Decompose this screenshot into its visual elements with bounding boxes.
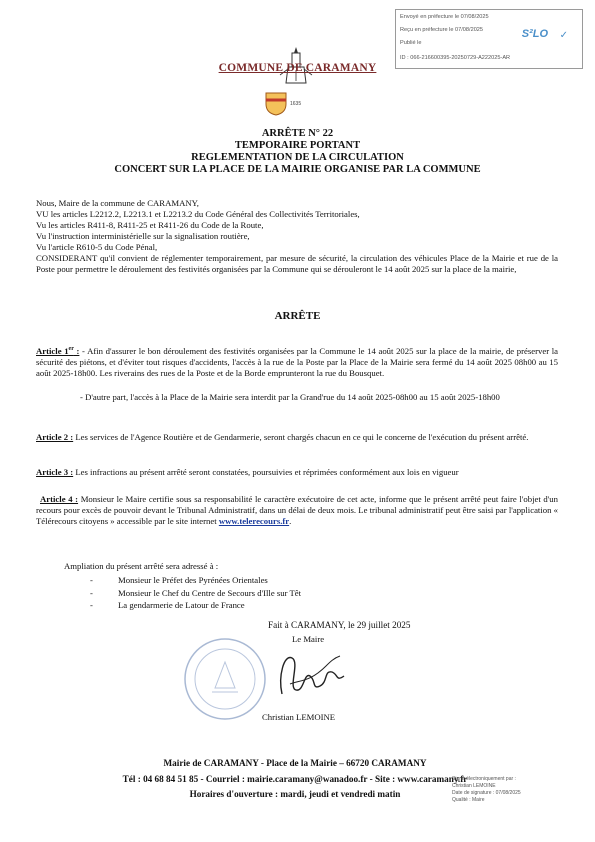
esign-signed-by: Signé électroniquement par : [452, 776, 516, 782]
telerecours-link[interactable]: www.telerecours.fr [218, 516, 290, 526]
article-4-text: Monsieur le Maire certifie sous sa responsabilité le caractère exécutoire de cet acte, informe que le présent arrêté peut faire l'objet d'un recours pour excès de pouvoir devant le Tribunal Administratif, dans un délai de deux mois. Le tribunal administratif peut être saisi par l'application « Télérecours citoyens » accessible par le site internet [36, 494, 558, 526]
article-3 [36, 467, 558, 478]
s2lo-logo: S²LO [521, 28, 548, 40]
article-4: Article 4 : Monsieur le Maire certifie sous sa responsabilité le caractère exécutoire de cet acte, informe que le présent arrêté peut faire l'objet d'un recours pour excès de pouvoir devant le Tribunal Administratif, dans un délai de deux mois. Le tribunal administratif peut être saisi par l'application « Télérecours citoyens » accessible par le site internet www.telerecours.fr. [36, 494, 558, 526]
arrete-heading: ARRÊTE [274, 310, 321, 322]
article-3-label: Article 3 : [36, 467, 74, 477]
title-line-4: CONCERT SUR LA PLACE DE LA MAIRIE ORGANISE PAR LA COMMUNE [114, 164, 481, 175]
ampliation-item-gendarmerie: La gendarmerie de Latour de France [118, 600, 245, 610]
article-1 [36, 344, 558, 379]
preamble-mayor: Nous, Maire de la commune de CARAMANY, [36, 198, 199, 208]
stamp-sent-date: Envoyé en préfecture le 07/08/2025 [400, 14, 489, 20]
municipal-seal-icon [182, 636, 268, 722]
article-2 [36, 432, 558, 443]
article-1-label: Article 1er : [36, 345, 80, 356]
title-line-3: REGLEMENTATION DE LA CIRCULATION [191, 152, 404, 163]
footer-contact: Tél : 04 68 84 51 85 - Courriel : mairie.caramany@wanadoo.fr - Site : www.caramany.fr [122, 774, 468, 784]
preamble-code-route: Vu les articles R411-8, R411-25 et R411-26 du Code de la Route, [36, 220, 264, 230]
prefecture-stamp [395, 9, 583, 69]
ampliation-intro: Ampliation du présent arrêté sera adressé à : [64, 561, 219, 571]
footer-address: Mairie de CARAMANY - Place de la Mairie – 66720 CARAMANY [163, 758, 427, 768]
stamp-published: Publié le [400, 40, 422, 46]
signatory-name: Christian LEMOINE [262, 712, 336, 722]
ampliation-item-secours: Monsieur le Chef du Centre de Secours d'Ille sur Têt [118, 588, 302, 598]
article-2-label: Article 2 : [36, 432, 74, 442]
bullet-dash: - [90, 575, 93, 585]
bullet-dash: - [90, 600, 93, 610]
logo-year: 1635 [290, 101, 302, 107]
arrete-number: ARRÊTE N° 22 [261, 128, 334, 139]
preamble-considerant: CONSIDERANT qu'il convient de réglementer temporairement, par mesure de sécurité, la circulation des véhicules Place de la Mairie et rue de la Poste pour permettre le déroulement des festivités organisées par la Commune qui se dérouleront le 14 août 2025 sur la place de la mairie, [36, 253, 558, 274]
esign-name: Christian LEMOINE [452, 783, 496, 789]
article-1-part-2: - D'autre part, l'accès à la Place de la Mairie sera interdit par la Grand'rue du 14 août 2025-08h00 au 15 août 2025-18h00 [80, 392, 500, 402]
place-and-date: Fait à CARAMANY, le 29 juillet 2025 [268, 620, 411, 630]
esign-date: Date de signature : 07/08/2025 [452, 790, 521, 796]
signatory-role: Le Maire [292, 634, 325, 644]
stamp-received-date: Reçu en préfecture le 07/08/2025 [400, 27, 484, 33]
stamp-id: ID : 066-216600395-20250729-A222025-AR [400, 55, 511, 61]
handwritten-signature [270, 636, 350, 702]
ampliation-item-prefet: Monsieur le Préfet des Pyrénées Orientales [118, 575, 268, 585]
esign-quality: Qualité : Maire [452, 797, 485, 803]
s2lo-check-icon: ✓ [559, 30, 568, 41]
electronic-signature-info [452, 776, 521, 804]
article-4-label: Article 4 : [40, 494, 79, 504]
preamble-cgct: VU les articles L2212.2, L2213.1 et L2213.2 du Code Général des Collectivités Territoriales, [36, 209, 360, 219]
bullet-dash: - [90, 588, 93, 598]
coat-of-arms-icon [265, 92, 287, 116]
preamble-code-penal: Vu l'article R610-5 du Code Pénal, [36, 242, 158, 252]
article-2-text: Les services de l'Agence Routière et de Gendarmerie, seront chargés chacun en ce qui le concerne de l'exécution du présent arrêté. [73, 432, 529, 442]
article-1-text: - Afin d'assurer le bon déroulement des festivités organisées par la Commune le 14 août 2025 sur la place de la mairie, de préserver la sécurité des piétons, et d'éviter tout risques d'accidents, l'accès à la rue de la Poste par la Place de la Mairie sera fermé du 14 août 2025 08h00 au 15 août 2025-18h00. Les riverains des rues de la Poste et de la Borde emprunteront la rue du Bousquet. [36, 345, 558, 378]
commune-title: COMMUNE DE CARAMANY [218, 62, 377, 74]
preamble-instruction: Vu l'instruction interministérielle sur la signalisation routière, [36, 231, 250, 241]
footer-hours: Horaires d'ouverture : mardi, jeudi et vendredi matin [189, 789, 401, 799]
title-line-2: TEMPORAIRE PORTANT [234, 140, 361, 151]
article-3-text: Les infractions au présent arrêté seront constatées, poursuivies et réprimées conformément aux lois en vigueur [73, 467, 459, 477]
